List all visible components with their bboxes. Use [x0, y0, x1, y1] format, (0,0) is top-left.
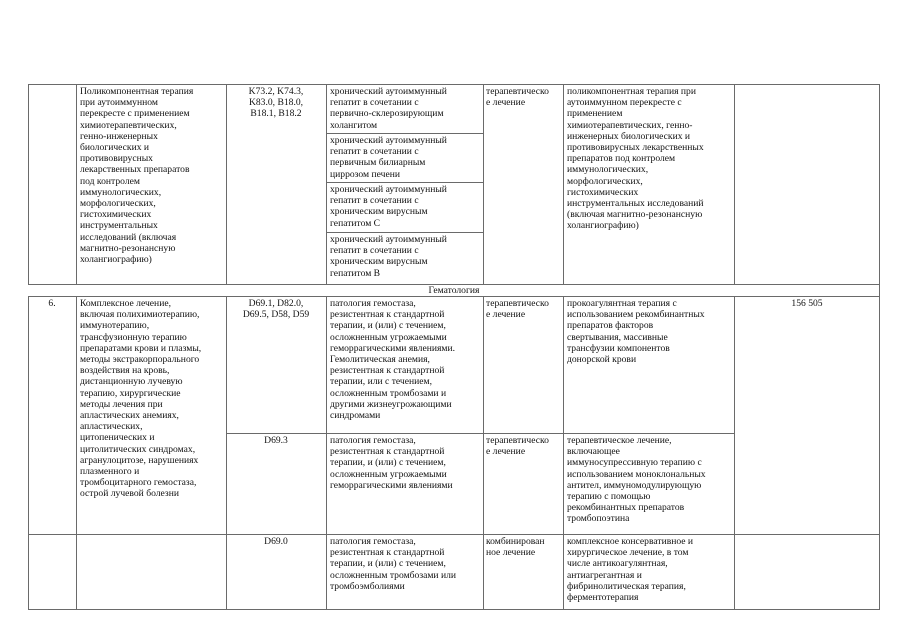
table-rule — [563, 84, 564, 284]
table-rule — [326, 232, 483, 233]
table-rule — [226, 433, 734, 434]
treatment-type-cell: терапевтическо е лечение — [486, 298, 549, 321]
diagnosis-cell: патология гемостаза, резистентная к стандартной терапии, и (или) с течением, осложненным угрожаемыми геморрагическими явлениями — [330, 435, 453, 491]
treatment-type-cell: терапевтическо е лечение — [486, 86, 549, 109]
icd-codes-cell: D69.0 — [264, 536, 288, 547]
diagnosis-cell: патология гемостаза, резистентная к стандартной терапии, и (или) с течением, осложненным угрожаемыми геморрагическими явлениями. Гемолитическая анемия, резистентная к стандартной терапии, или с течением, осложненным тромбозами и другими жизнеугрожающими синдромами — [330, 298, 455, 422]
table-rule — [326, 296, 327, 609]
treatment-method-cell: поликомпонентная терапия при аутоиммунном перекресте с применением химиотерапевтических, генно- инженерных биологических и противовирусных лекарственных препаратов под контролем иммунологических, морфологических, гистохимических инструментальных исследований (включая магнитно-резонансную холангиографию) — [567, 86, 704, 232]
treatment-type-cell: комбинирован ное лечение — [486, 536, 545, 559]
icd-codes-cell: D69.1, D82.0, D69.5, D58, D59 — [242, 298, 310, 321]
icd-codes-cell: D69.3 — [264, 435, 288, 446]
treatment-name-cell: Комплексное лечение, включая полихимиотерапию, иммунотерапию, трансфузионную терапию препаратами крови и плазмы, методы экстракорпорального воздействия на кровь, дистанционную лучевую терапию, хирургические методы лечения при апластических анемиях, апластических, цитопенических и цитолитических синдромах, агранулоцитозе, нарушениях плазменного и тромбоцитарного гемостаза, острой лучевой болезни — [80, 298, 202, 500]
diagnosis-cell: хронический аутоиммунный гепатит в сочетании с первично-склерозирующим холангитом — [330, 86, 447, 131]
treatment-method-cell: прокоагулянтная терапия с использованием рекомбинантных препаратов факторов свертывания, массивные трансфузии компонентов донорской крови — [567, 298, 705, 366]
table-rule — [76, 296, 77, 609]
treatment-method-cell: терапевтическое лечение, включающее иммуносупрессивную терапию с использованием моноклональных антител, иммуномодулирующую терапию с помощью рекомбинантных препаратов тромбопоэтина — [567, 435, 706, 525]
table-rule — [28, 84, 29, 284]
table-rule — [28, 296, 29, 609]
table-rule — [326, 182, 483, 183]
diagnosis-cell: хронический аутоиммунный гепатит в сочетании с хроническим вирусным гепатитом С — [330, 184, 447, 229]
table-rule — [483, 84, 484, 284]
table-rule — [326, 84, 327, 284]
diagnosis-cell: хронический аутоиммунный гепатит в сочетании с первичным билиарным циррозом печени — [330, 135, 447, 180]
price-cell: 156 505 — [791, 298, 823, 309]
section-title: Гематология — [428, 285, 480, 296]
table-rule — [879, 84, 880, 609]
treatment-method-cell: комплексное консервативное и хирургическое лечение, в том числе антикоагулянтная, антиагрегантная и фибринолитическая терапия, ферментотерапия — [567, 536, 694, 604]
diagnosis-cell: хронический аутоиммунный гепатит в сочетании с хроническим вирусным гепатитом В — [330, 234, 447, 279]
table-rule — [76, 84, 77, 284]
table-rule — [734, 84, 735, 284]
table-rule — [28, 84, 880, 85]
table-rule — [28, 534, 880, 535]
treatment-type-cell: терапевтическо е лечение — [486, 435, 549, 458]
row-number-cell: 6. — [48, 298, 56, 309]
icd-codes-cell: K73.2, K74.3, K83.0, B18.0, B18.1, B18.2 — [248, 86, 304, 120]
table-rule — [226, 296, 227, 609]
diagnosis-cell: патология гемостаза, резистентная к стандартной терапии, и (или) с течением, осложненным тромбозами или тромбоэмболиями — [330, 536, 457, 592]
medical-care-table — [28, 84, 880, 610]
treatment-name-cell: Поликомпонентная терапия при аутоиммунном перекресте с применением химиотерапевтических, генно-инженерных биологических и противовирусных лекарственных препаратов под контролем иммунологических, морфологических, гистохимических инструментальных исследований (включая магнитно-резонансную холангиографию) — [80, 86, 194, 266]
table-rule — [28, 609, 880, 610]
table-rule — [483, 296, 484, 609]
table-rule — [563, 296, 564, 609]
table-rule — [226, 84, 227, 284]
table-rule — [734, 296, 735, 609]
table-rule — [326, 133, 483, 134]
